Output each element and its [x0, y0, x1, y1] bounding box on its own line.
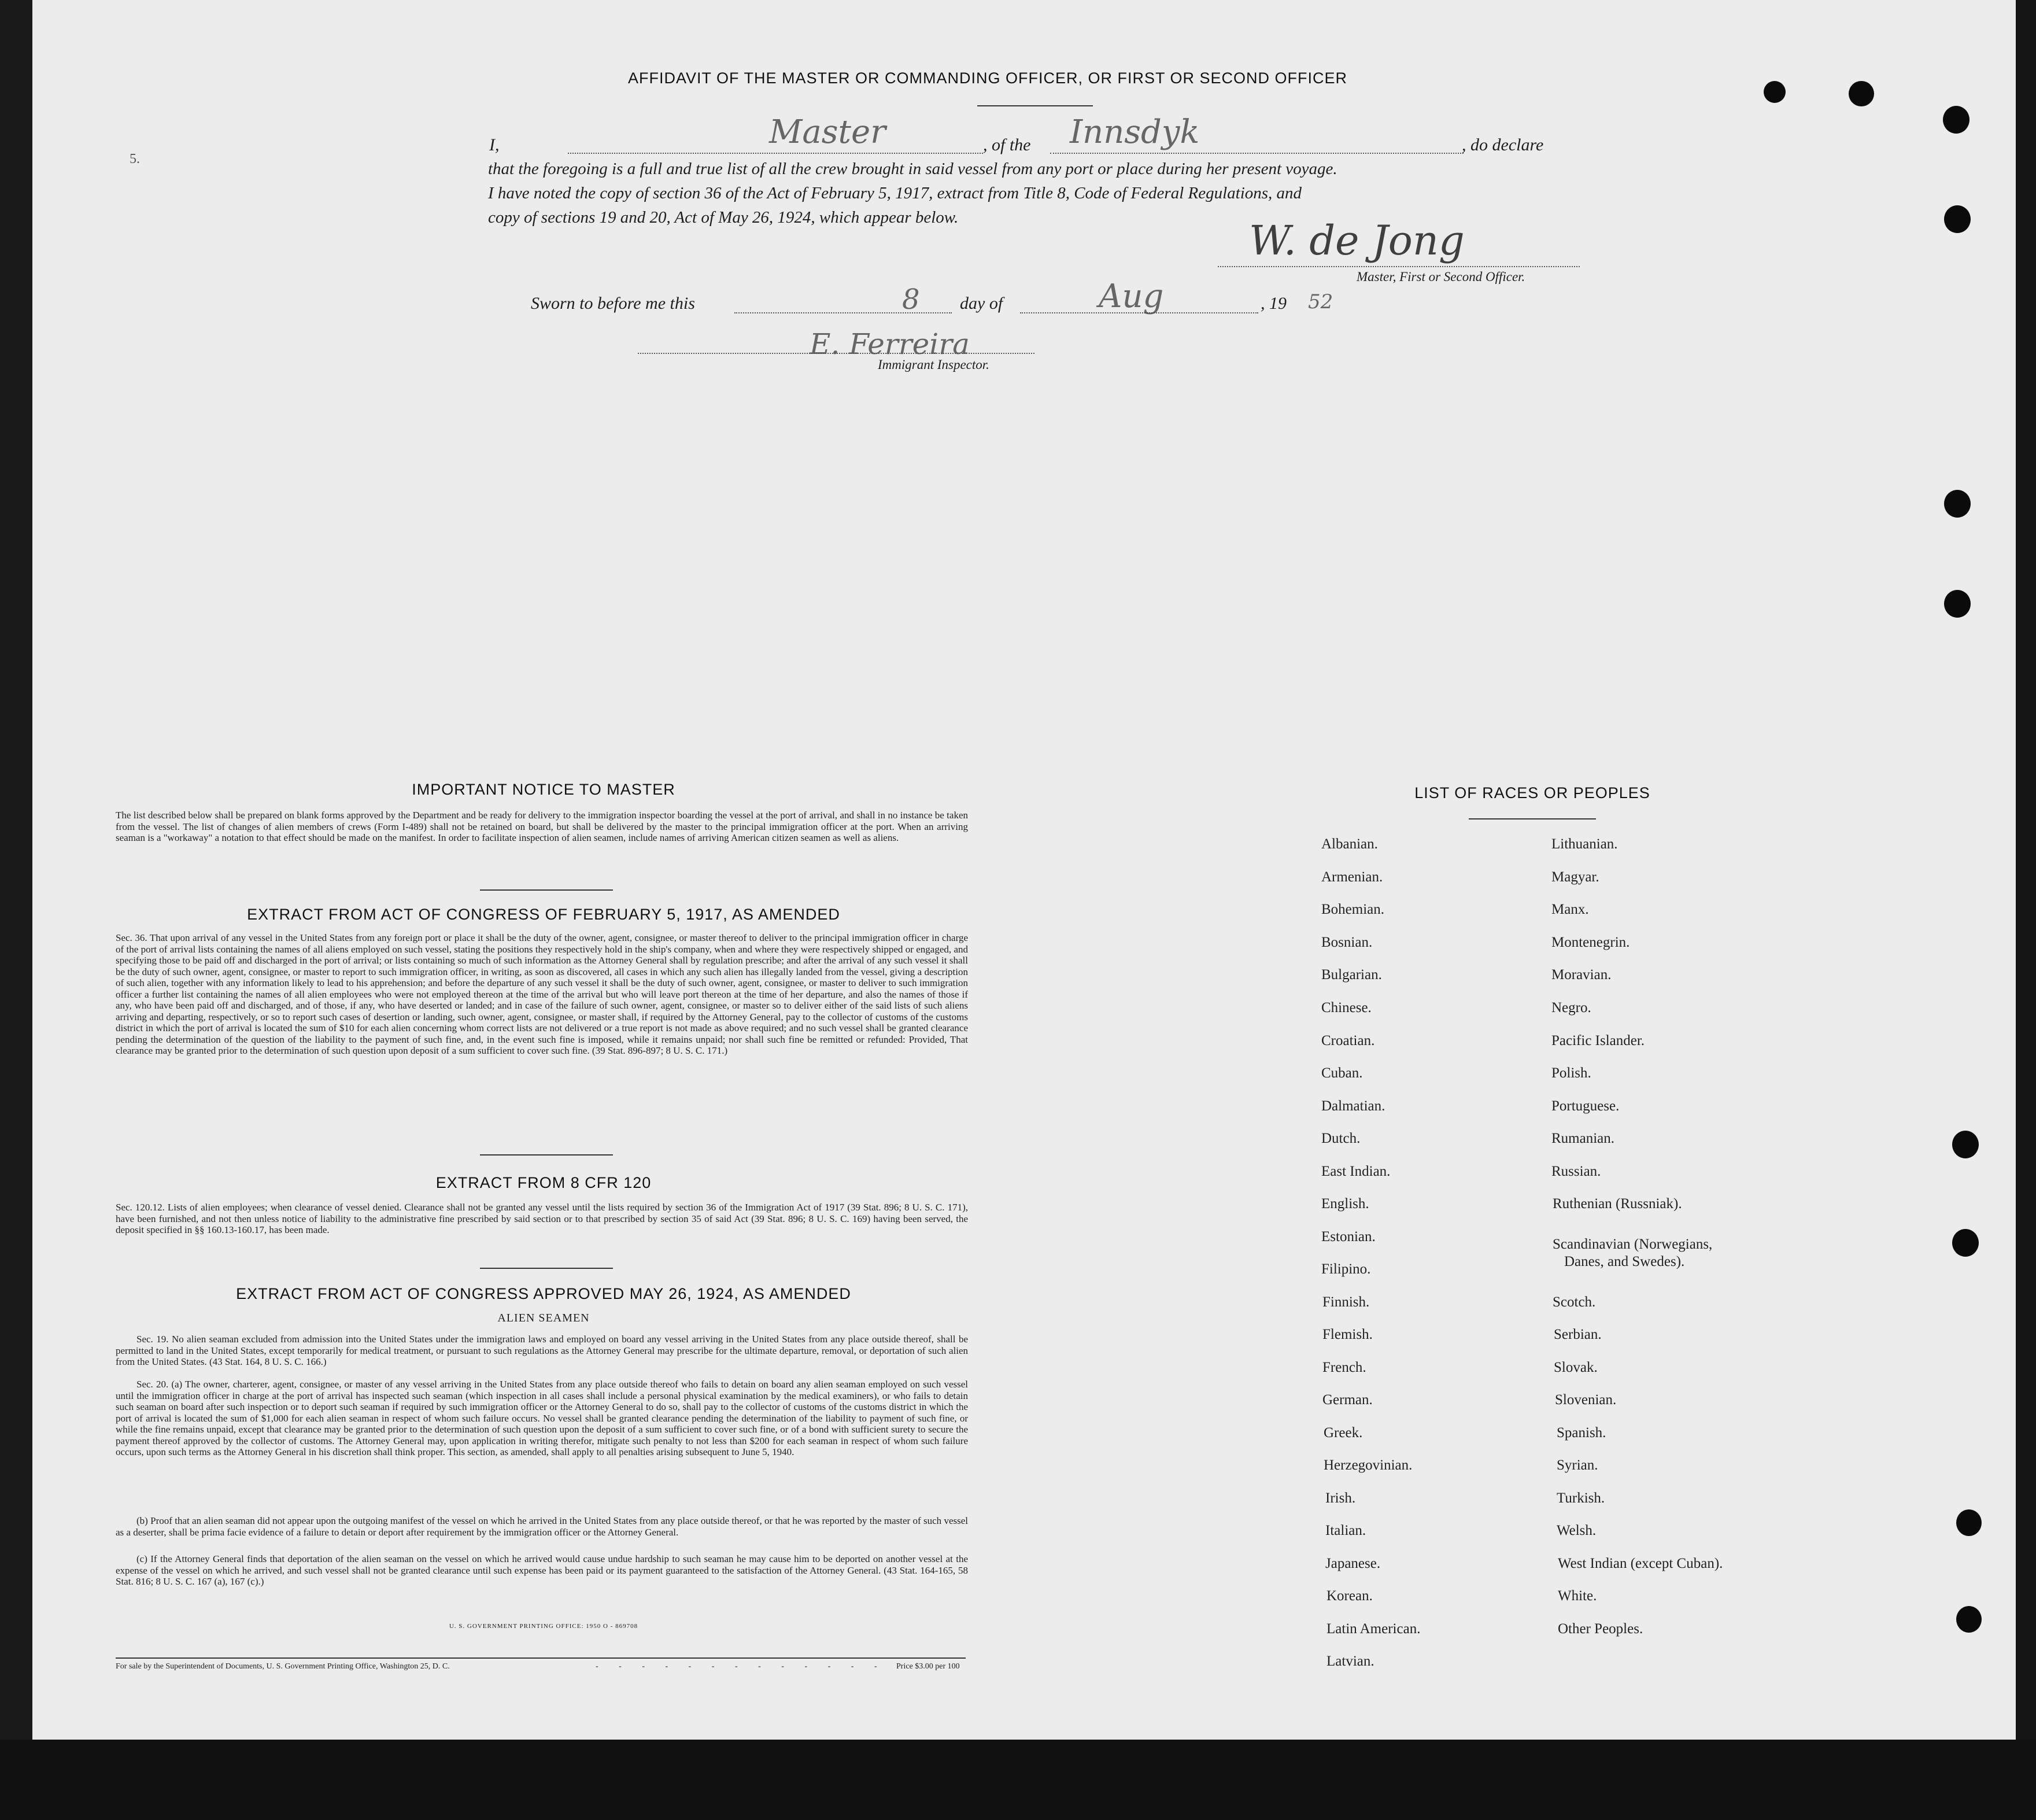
race-item: Bosnian. — [1321, 935, 1373, 950]
race-item: Spanish. — [1557, 1425, 1606, 1441]
extract-cfr-title: EXTRACT FROM 8 CFR 120 — [435, 1174, 652, 1191]
race-item: French. — [1322, 1360, 1366, 1375]
dash-leader: - - - - - - - - - - - - - — [596, 1662, 886, 1671]
race-item: Russian. — [1551, 1164, 1601, 1179]
extract-1924-sec20c: (c) If the Attorney General finds that deportation of the alien seaman on the vessel on which he arrived would cause undue hardship to such seaman he may cause him to be deported on another vessel at the expense of the vessel on which he arrived, and such vessel shall not be granted clearance until such expense has been paid or its payment guaranteed to the satisfaction of the Attorney General. (43 Stat. 164-165, 58 Stat. 816; 8 U. S. C. 167 (a), 167 (c).) — [116, 1553, 968, 1587]
race-item: Danes, and Swedes). — [1564, 1254, 1685, 1269]
price-note: Price $3.00 per 100 — [896, 1662, 960, 1671]
scan-border-bottom — [0, 1740, 2036, 1820]
race-item: Irish. — [1325, 1490, 1356, 1506]
race-item: Welsh. — [1557, 1523, 1597, 1538]
divider — [480, 889, 613, 891]
affidavit-line3: I have noted the copy of section 36 of the Act of February 5, 1917, extract from Title 8, Code of Federal Regulations, and — [488, 184, 1302, 202]
punch-hole — [1764, 81, 1786, 103]
punch-hole — [1943, 106, 1970, 134]
race-item: Korean. — [1326, 1588, 1373, 1604]
extract-1917-body: Sec. 36. That upon arrival of any vessel in the United States from any foreign port or place it shall be the duty of the owner, agent, consignee, or master thereof to deliver to the principal immigration officer in charge of the port of arrival lists containing the names of all aliens employed on such vessel, stating the positions they respectively hold in the ship's company, when and where they were respectively shipped or engaged, and specifying those to be paid off and discharged in the port of arrival; or lists containing so much of such information as the Attorney General shall by regulation prescribe; and after the arrival of any such vessel it shall be the duty of such owner, agent, consignee, or master to report to such immigration officer, in writing, as soon as discovered, all cases in which any such alien has illegally landed from the vessel, giving a description of such alien, together with any information likely to lead to his apprehension; and before the departure of any such vessel it shall be the duty of such owner, agent, consignee, or master to deliver to such immigration officer a further list containing the names of all alien employees who were not employed thereon at the time of the arrival but who will leave port thereon at the time of her departure, and also the names of those if any, who have been paid off and discharged, and of those, if any, who have deserted or landed; and in case of the failure of such owner, agent, consignee, or master so to deliver either of the said lists of such aliens arriving and departing, respectively, or so to report such cases of desertion or landing, such owner, agent, consignee, or master shall, if required by the Attorney General, pay to the collector of customs of the customs district in which the port of arrival is located the sum of $10 for each alien concerning whom correct lists are not delivered or a true report is not made as above required; and no such vessel shall be granted clearance pending the determination of the question of the liability to the payment of such fine, and, in the event such fine is imposed, while it remains unpaid; nor shall such fine be remitted or refunded: Provided, That clearance may be granted prior to the determination of such question upon deposit of a sum sufficient to cover such fine. (39 Stat. 896-897; 8 U. S. C. 171.) — [116, 932, 968, 1056]
race-item: Bulgarian. — [1321, 967, 1382, 983]
race-item: Croatian. — [1321, 1033, 1375, 1049]
notice-body: The list described below shall be prepared on blank forms approved by the Department and be ready for delivery to the immigration inspector boarding the vessel at the port of arrival, and shall in no instance be taken from the vessel. The list of changes of alien members of crews (Form I-489) shall not be retained on board, but shall be delivered by the master to the principal immigration officer at the port. When an arriving seaman is a "workaway" a notation to that effect should be made on the manifest. In order to facilitate inspection of alien seamen, include names of arriving American citizen seamen as well as aliens. — [116, 810, 968, 843]
race-item: Herzegovinian. — [1324, 1457, 1413, 1473]
year-handwritten: 52 — [1308, 290, 1333, 313]
month-handwritten: Aug — [1099, 278, 1164, 315]
race-item: Slovenian. — [1555, 1392, 1617, 1408]
race-item: Turkish. — [1557, 1490, 1605, 1506]
punch-hole — [1944, 490, 1971, 518]
race-item: Latin American. — [1326, 1621, 1421, 1637]
race-item: Albanian. — [1321, 836, 1378, 852]
race-item: Moravian. — [1551, 967, 1612, 983]
race-item: Magyar. — [1551, 869, 1599, 885]
race-item: Pacific Islander. — [1551, 1033, 1645, 1049]
master-officer-label: Master, First or Second Officer. — [1357, 270, 1525, 284]
race-item: Bohemian. — [1321, 902, 1385, 917]
vessel-handwritten: Innsdyk — [1070, 113, 1200, 151]
master-dotted-line — [568, 153, 983, 154]
race-item: Filipino. — [1321, 1261, 1371, 1277]
race-item: Syrian. — [1557, 1457, 1598, 1473]
race-item: Montenegrin. — [1551, 935, 1630, 950]
race-item: White. — [1558, 1588, 1597, 1604]
race-item: Rumanian. — [1551, 1131, 1615, 1146]
divider — [480, 1154, 613, 1156]
race-item: Dutch. — [1321, 1131, 1361, 1146]
race-item: Other Peoples. — [1558, 1621, 1643, 1637]
race-item: Portuguese. — [1551, 1098, 1620, 1114]
race-item: Italian. — [1325, 1523, 1366, 1538]
vessel-dotted-line — [1050, 153, 1464, 154]
race-item: Polish. — [1551, 1065, 1591, 1081]
race-item: Flemish. — [1322, 1327, 1373, 1342]
race-item: West Indian (except Cuban). — [1558, 1556, 1723, 1571]
race-item: Lithuanian. — [1551, 836, 1618, 852]
inspector-dotted-line — [638, 353, 1034, 354]
race-item: Manx. — [1551, 902, 1589, 917]
year-prefix: , 19 — [1261, 294, 1287, 313]
affidavit-line4: copy of sections 19 and 20, Act of May 26, 1924, which appear below. — [488, 208, 959, 227]
race-item: Scandinavian (Norwegians, — [1553, 1236, 1713, 1252]
race-item: Japanese. — [1325, 1556, 1381, 1571]
punch-hole — [1944, 205, 1971, 233]
extract-1924-subtitle: ALIEN SEAMEN — [497, 1312, 590, 1324]
punch-hole — [1952, 1229, 1979, 1257]
race-item: Estonian. — [1321, 1229, 1376, 1245]
race-item: English. — [1321, 1196, 1369, 1212]
race-item: Scotch. — [1553, 1294, 1596, 1310]
punch-hole — [1952, 1131, 1979, 1158]
footer-rule — [116, 1657, 966, 1659]
do-declare-label: , do declare — [1462, 135, 1544, 154]
race-item: East Indian. — [1321, 1164, 1391, 1179]
race-item: Ruthenian (Russniak). — [1553, 1196, 1682, 1212]
extract-1924-sec20b: (b) Proof that an alien seaman did not appear upon the outgoing manifest of the vessel on which he arrived in the United States from any place outside thereof, or that he was reported by the master of such vessel as a deserter, shall be prima facie evidence of a failure to detain or deport after requirement by the immigration officer or the Attorney General. — [116, 1515, 968, 1538]
race-item: German. — [1322, 1392, 1373, 1408]
divider — [480, 1268, 613, 1269]
races-title-rule — [1469, 818, 1596, 819]
sworn-label: Sworn to before me this — [531, 294, 695, 313]
punch-hole — [1849, 81, 1874, 106]
extract-1924-sec19: Sec. 19. No alien seaman excluded from admission into the United States under the immigration laws and employed on board any vessel arriving in the United States from any place outside thereof, shall be permitted to land in the United States, except temporarily for medical treatment, or pursuant to such regulations as the Attorney General may prescribe for the ultimate departure, removal, or deportation of such alien from the United States. (43 Stat. 164, 8 U. S. C. 166.) — [116, 1334, 968, 1367]
races-title: LIST OF RACES OR PEOPLES — [1414, 784, 1650, 802]
race-item: Negro. — [1551, 1000, 1591, 1016]
document-page — [32, 0, 2016, 1740]
punch-hole — [1956, 1606, 1982, 1633]
race-item: Latvian. — [1326, 1653, 1374, 1669]
inspector-label: Immigrant Inspector. — [878, 357, 989, 372]
for-sale-note: For sale by the Superintendent of Documents, U. S. Government Printing Office, Washington 25, D. C. — [116, 1662, 450, 1671]
printing-office-note: U. S. GOVERNMENT PRINTING OFFICE: 1950 O - 869708 — [449, 1623, 638, 1630]
day-of-label: day of — [960, 294, 1003, 313]
inspector-signature: E. Ferreira — [810, 327, 970, 361]
punch-hole — [1944, 590, 1971, 618]
extract-1924-sec20a: Sec. 20. (a) The owner, charterer, agent, consignee, or master of any vessel arriving in the United States from any place outside thereof who fails to detain on board any alien seaman employed on such vessel until the immigration officer in charge at the port of arrival has inspected such seaman (which inspection in all cases shall include a personal physical examination by the medical examiners), or who fails to detain such seaman on board after such inspection or to deport such seaman if required by such immigration officer or the Attorney General to do so, shall pay to the collector of customs of the customs district in which the port of arrival is located the sum of $1,000 for each alien seaman in respect of whom such failure occurs. No vessel shall be granted clearance pending the determination of the liability to payment of such fine, or while the fine remains unpaid, except that clearance may be granted prior to the determination of such question upon the deposit of a sum sufficient to cover such fine, or of a bond with sufficient surety to secure the payment thereof approved by the collector of customs. The Attorney General may, upon application in writing therefor, mitigate such penalty to not less than $200 for each seaman in respect of whom such failure occurs, upon such terms as the Attorney General in his discretion shall think proper. This section, as amended, shall apply to all penalties arising subsequent to June 5, 1940. — [116, 1379, 968, 1457]
extract-1917-title: EXTRACT FROM ACT OF CONGRESS OF FEBRUARY 5, 1917, AS AMENDED — [247, 906, 840, 923]
day-handwritten: 8 — [902, 283, 920, 316]
race-item: Chinese. — [1321, 1000, 1372, 1016]
i-label: I, — [489, 135, 500, 154]
extract-cfr-body: Sec. 120.12. Lists of alien employees; when clearance of vessel denied. Clearance shall not be granted any vessel until the lists required by section 36 of the Immigration Act of 1917 (39 Stat. 896; 8 U. S. C. 171), have been furnished, and not then unless notice of liability to the administrative fine prescribed by said section or to that prescribed by section 35 of said Act (39 Stat. 896; 8 U. S. C. 169) having been served, the deposit specified in §§ 160.13-160.17, has been made. — [116, 1202, 968, 1235]
master-signature: W. de Jong — [1249, 217, 1465, 264]
race-item: Slovak. — [1554, 1360, 1598, 1375]
race-item: Armenian. — [1321, 869, 1383, 885]
signature-dotted-line — [1218, 266, 1580, 267]
affidavit-line2: that the foregoing is a full and true list of all the crew brought in said vessel from any port or place during her present voyage. — [488, 160, 1337, 178]
master-handwritten: Master — [769, 113, 886, 151]
notice-title: IMPORTANT NOTICE TO MASTER — [412, 781, 675, 798]
punch-hole — [1956, 1509, 1982, 1536]
scan-border-left — [0, 0, 32, 1820]
extract-1924-title: EXTRACT FROM ACT OF CONGRESS APPROVED MAY 26, 1924, AS AMENDED — [236, 1285, 851, 1302]
affidavit-title: AFFIDAVIT OF THE MASTER OR COMMANDING OFFICER, OR FIRST OR SECOND OFFICER — [628, 69, 1348, 87]
race-item: Finnish. — [1322, 1294, 1370, 1310]
margin-mark: 5. — [130, 152, 140, 167]
race-item: Cuban. — [1321, 1065, 1363, 1081]
race-item: Greek. — [1324, 1425, 1363, 1441]
race-item: Dalmatian. — [1321, 1098, 1385, 1114]
race-item: Serbian. — [1554, 1327, 1602, 1342]
of-the-label: , of the — [983, 135, 1031, 154]
title-rule — [977, 105, 1093, 106]
